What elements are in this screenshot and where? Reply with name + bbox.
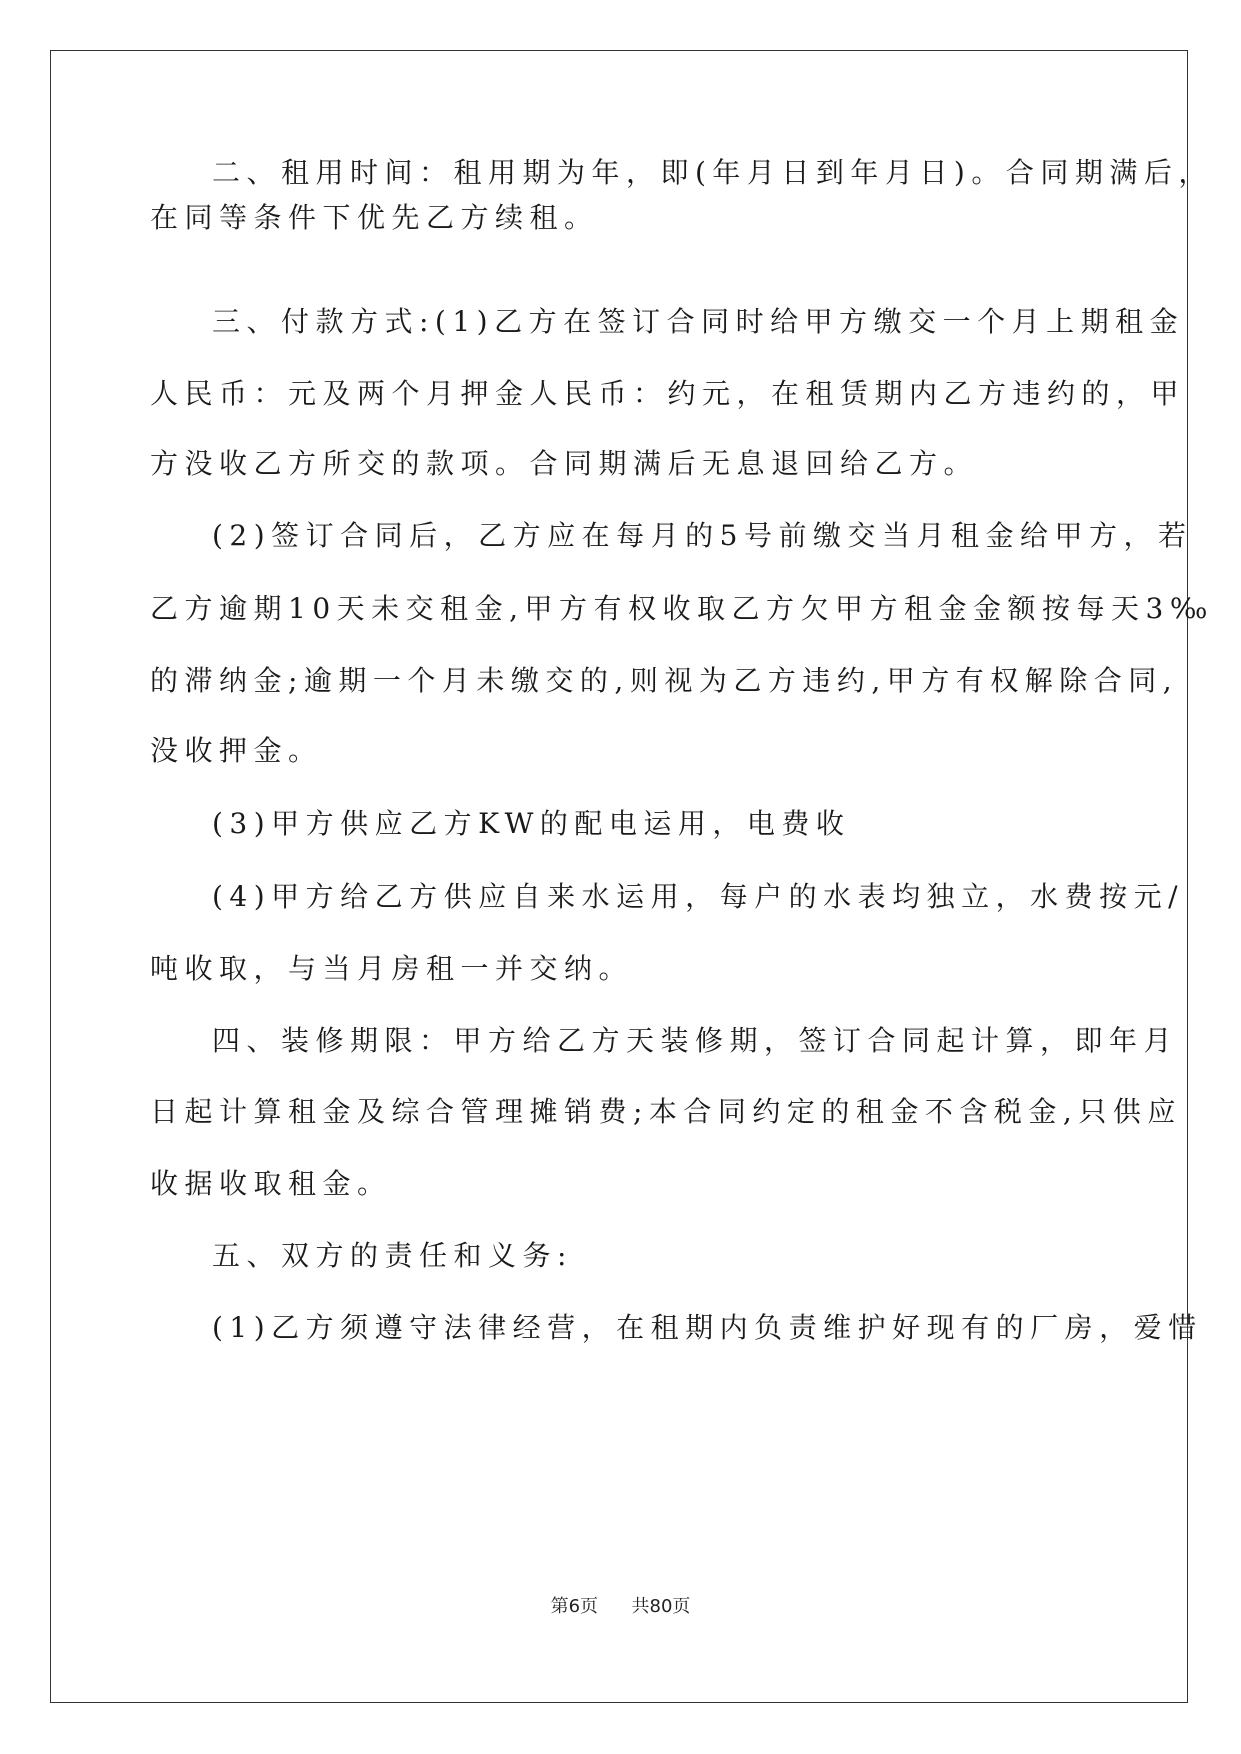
paragraph-line: 没收押金。	[150, 734, 323, 767]
paragraph-line: 日起计算租金及综合管理摊销费;本合同约定的租金不含税金,只供应	[150, 1095, 1182, 1128]
paragraph-line: (1)乙方须遵守法律经营，在租期内负责维护好现有的厂房，爱惜	[212, 1311, 1203, 1344]
paragraph-line: 人民币：元及两个月押金人民币：约元，在租赁期内乙方违约的，甲	[150, 377, 1186, 410]
page-total: 共80页	[631, 1596, 691, 1617]
paragraph-line: 二、租用时间：租用期为年，即(年月日到年月日)。合同期满后，	[212, 156, 1213, 189]
paragraph-line: 乙方逾期10天未交租金,甲方有权收取乙方欠甲方租金金额按每天3‰	[150, 592, 1214, 625]
page-footer	[0, 1592, 1241, 1618]
paragraph-line: 方没收乙方所交的款项。合同期满后无息退回给乙方。	[150, 447, 979, 480]
paragraph-line: (2)签订合同后，乙方应在每月的5号前缴交当月租金给甲方，若	[212, 519, 1193, 552]
paragraph-line: 的滞纳金;逾期一个月未缴交的,则视为乙方违约,甲方有权解除合同,	[150, 664, 1179, 697]
paragraph-line: 五、双方的责任和义务:	[212, 1239, 573, 1272]
paragraph-line: 收据收取租金。	[150, 1167, 392, 1200]
paragraph-line: 吨收取，与当月房租一并交纳。	[150, 952, 634, 985]
paragraph-line: (4)甲方给乙方供应自来水运用，每户的水表均独立，水费按元/	[212, 880, 1185, 913]
paragraph-line: 四、装修期限：甲方给乙方天装修期，签订合同起计算，即年月	[212, 1024, 1179, 1057]
page-number: 第6页	[550, 1596, 599, 1617]
paragraph-line: (3)甲方供应乙方KW的配电运用，电费收	[212, 807, 851, 840]
paragraph-line: 在同等条件下优先乙方续租。	[150, 201, 599, 234]
paragraph-line: 三、付款方式:(1)乙方在签订合同时给甲方缴交一个月上期租金	[212, 305, 1185, 338]
